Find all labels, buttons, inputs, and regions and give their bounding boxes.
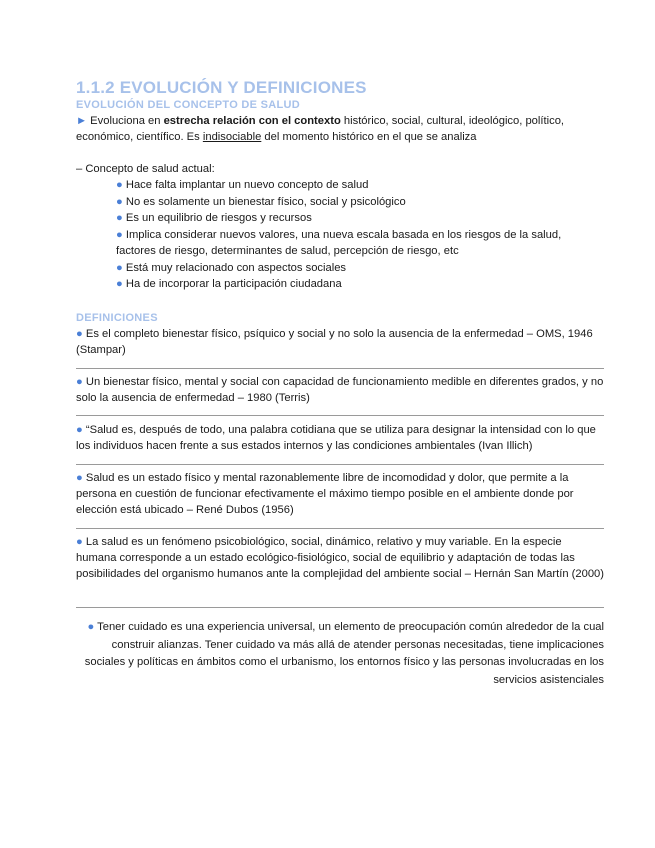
divider [76,415,604,416]
bullet-icon: ● [76,376,83,388]
definiciones-subheading: DEFINICIONES [76,312,158,324]
bullet-icon: ● [116,278,123,290]
definition-item: ● La salud es un fenómeno psicobiológico, social, dinámico, relativo y muy variable. En la especie humana corresponde a un estado ecológico-fisiológico, social de equilibrio y adaptación de todas las posibilidades del organismo humanos ante la complejidad del ambiente social – Hernán San Martín (2000) [76,536,604,580]
definition-item: ● “Salud es, después de todo, una palabra cotidiana que se utiliza para designar la intensidad con lo que los individuos hacen frente a sus estados internos y las condiciones ambientales (Ivan Illich) [76,424,596,452]
intro-text-end: del momento histórico en el que se analiza [261,131,477,143]
bullet-icon: ● [76,536,83,548]
divider [76,607,604,608]
evolucion-subheading: EVOLUCIÓN DEL CONCEPTO DE SALUD [76,99,301,111]
list-item: ● Ha de incorporar la participación ciudadana [116,278,342,290]
bullet-icon: ● [116,261,123,274]
list-item: ● No es solamente un bienestar físico, social y psicológico [116,195,406,208]
definition-item: ● Es el completo bienestar físico, psíquico y social y no solo la ausencia de la enfermedad – OMS, 1946 (Stampar) [76,328,593,356]
divider [76,464,604,465]
section-heading: 1.1.2 EVOLUCIÓN Y DEFINICIONES [76,78,367,97]
list-item: ● Hace falta implantar un nuevo concepto de salud [116,179,369,191]
bullet-icon: ● [116,212,123,224]
intro-bold: estrecha relación con el contexto [163,115,341,127]
bullet-icon: ● [87,621,95,633]
concepto-list [116,177,604,293]
list-item: ● Está muy relacionado con aspectos sociales [116,261,347,274]
definition-item: ● Salud es un estado físico y mental razonablemente libre de incomodidad y dolor, que permite a la persona en cuestión de funcionar efectivamente el máximo tiempo posible en el ambiente donde por elección está ubicado – René Dubos (1956) [76,472,574,516]
definition-item: ● Un bienestar físico, mental y social con capacidad de funcionamiento medible en diferentes grados, y no solo la ausencia de enfermedad – 1980 (Terris) [76,376,604,404]
bullet-icon: ● [116,228,123,241]
divider [76,528,604,529]
list-item: ● Implica considerar nuevos valores, una nueva escala basada en los riesgos de la salud, factores de riesgo, determinantes de salud, percepción de riesgo, etc [116,228,562,257]
bullet-icon: ● [116,195,123,208]
bullet-icon: ● [76,328,83,340]
concepto-label: – Concepto de salud actual: [76,163,215,175]
bullet-icon: ● [76,472,83,484]
intro-text-mid: histórico, social, cultural, ideológico, político, económico, científico. Es [76,115,565,143]
bullet-icon: ● [116,179,123,191]
intro-text: Evoluciona en [87,115,164,127]
divider [76,368,604,369]
list-item: ● Es un equilibrio de riesgos y recursos [116,212,312,224]
evolucion-intro [76,113,604,145]
intro-underline: indisociable [202,131,262,143]
cuidado-paragraph: ● Tener cuidado es una experiencia universal, un elemento de preocupación común alrededor de la cual construir alianzas. Tener cuidado va más allá de atender personas necesitadas, tiene implicaciones sociales y políticas en ámbitos como el urbanismo, los entornos físico y las personas involucradas en los servicios asistenciales [84,621,604,686]
bullet-icon: ● [76,424,83,436]
triangle-bullet-icon: ► [76,115,88,127]
